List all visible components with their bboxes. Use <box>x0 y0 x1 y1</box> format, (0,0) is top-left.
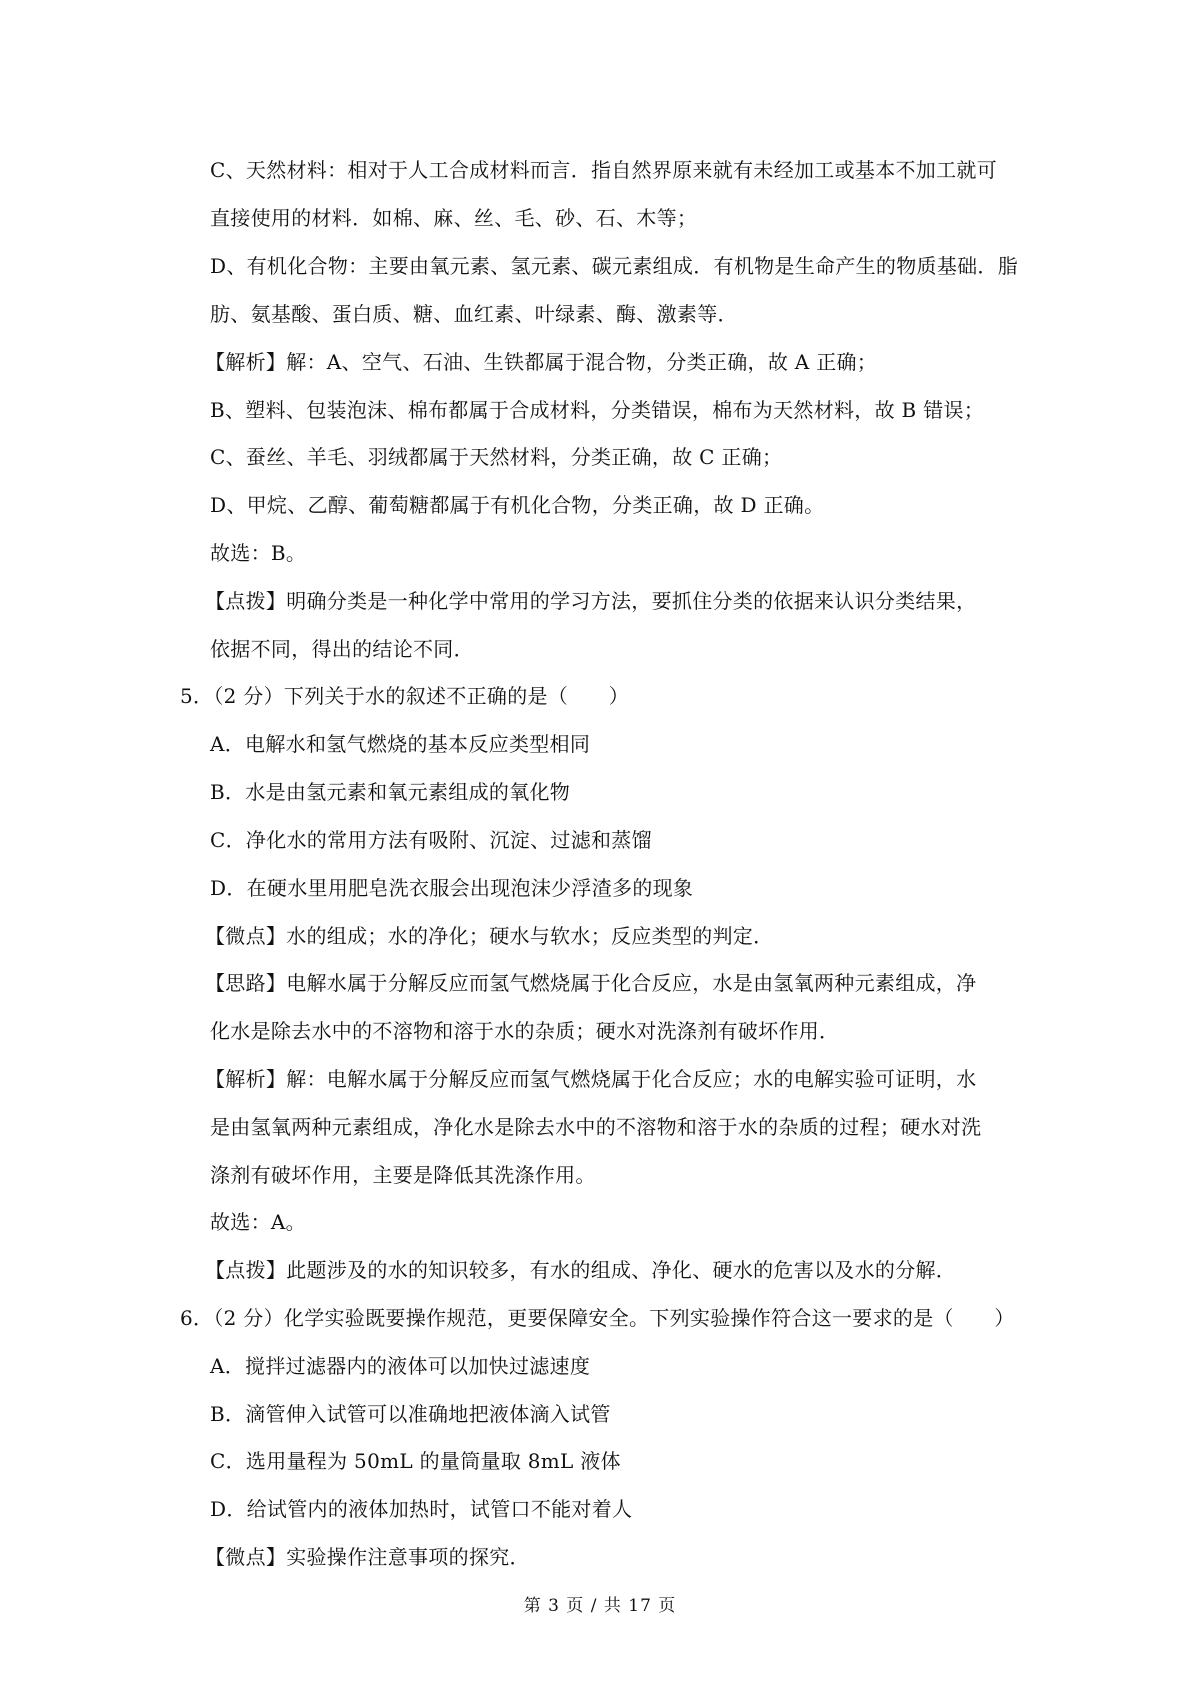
answer-option: B．滴管伸入试管可以准确地把液体滴入试管 <box>210 1402 611 1426</box>
answer-option: C．净化水的常用方法有吸附、沉淀、过滤和蒸馏 <box>210 828 652 852</box>
text-line: 【微点】实验操作注意事项的探究． <box>205 1545 530 1569</box>
text-line: 依据不同，得出的结论不同． <box>210 637 474 661</box>
text-line: 涤剂有破坏作用，主要是降低其洗涤作用。 <box>210 1163 596 1187</box>
text-line: 【思路】电解水属于分解反应而氢气燃烧属于化合反应，水是由氢氧两种元素组成，净 <box>205 971 977 995</box>
text-line: B、塑料、包装泡沫、棉布都属于合成材料，分类错误，棉布为天然材料，故 B 错误； <box>210 398 985 422</box>
text-line: 【点拨】此题涉及的水的知识较多，有水的组成、净化、硬水的危害以及水的分解． <box>205 1258 957 1282</box>
text-line: 故选：B。 <box>210 541 307 565</box>
text-line: 故选：A。 <box>210 1210 306 1234</box>
text-line: 直接使用的材料．如棉、麻、丝、毛、砂、石、木等； <box>210 206 698 230</box>
answer-option: A．搅拌过滤器内的液体可以加快过滤速度 <box>210 1354 591 1378</box>
question-title: 5．（2 分）下列关于水的叙述不正确的是（ ） <box>180 684 630 708</box>
text-line: C、天然材料：相对于人工合成材料而言．指自然界原来就有未经加工或基本不加工就可 <box>210 158 998 182</box>
text-line: 【点拨】明确分类是一种化学中常用的学习方法，要抓住分类的依据来认识分类结果， <box>205 589 977 613</box>
answer-option: A．电解水和氢气燃烧的基本反应类型相同 <box>210 732 591 756</box>
text-line: 化水是除去水中的不溶物和溶于水的杂质；硬水对洗涤剂有破坏作用． <box>210 1019 840 1043</box>
text-line: 【解析】解：A、空气、石油、生铁都属于混合物，分类正确，故 A 正确； <box>205 350 878 374</box>
answer-option: D．给试管内的液体加热时，试管口不能对着人 <box>210 1497 633 1521</box>
question-title: 6．（2 分）化学实验既要操作规范，更要保障安全。下列实验操作符合这一要求的是（ ） <box>180 1306 1015 1330</box>
text-line: 【解析】解：电解水属于分解反应而氢气燃烧属于化合反应；水的电解实验可证明，水 <box>205 1067 977 1091</box>
answer-option: C．选用量程为 50mL 的量筒量取 8mL 液体 <box>210 1449 621 1473</box>
answer-option: D．在硬水里用肥皂洗衣服会出现泡沫少浮渣多的现象 <box>210 876 694 900</box>
text-line: C、蚕丝、羊毛、羽绒都属于天然材料，分类正确，故 C 正确； <box>210 445 783 469</box>
text-line: 【微点】水的组成；水的净化；硬水与软水；反应类型的判定． <box>205 924 774 948</box>
answer-option: B．水是由氢元素和氧元素组成的氧化物 <box>210 780 571 804</box>
text-line: 是由氢氧两种元素组成，净化水是除去水中的不溶物和溶于水的杂质的过程；硬水对洗 <box>210 1115 982 1139</box>
text-line: D、有机化合物：主要由氧元素、氢元素、碳元素组成．有机物是生命产生的物质基础．脂 <box>210 254 1019 278</box>
text-line: 肪、氨基酸、蛋白质、糖、血红素、叶绿素、酶、激素等． <box>210 302 738 326</box>
text-line: D、甲烷、乙醇、葡萄糖都属于有机化合物，分类正确，故 D 正确。 <box>210 493 825 517</box>
page-number-footer: 第 3 页 / 共 17 页 <box>523 1596 677 1616</box>
